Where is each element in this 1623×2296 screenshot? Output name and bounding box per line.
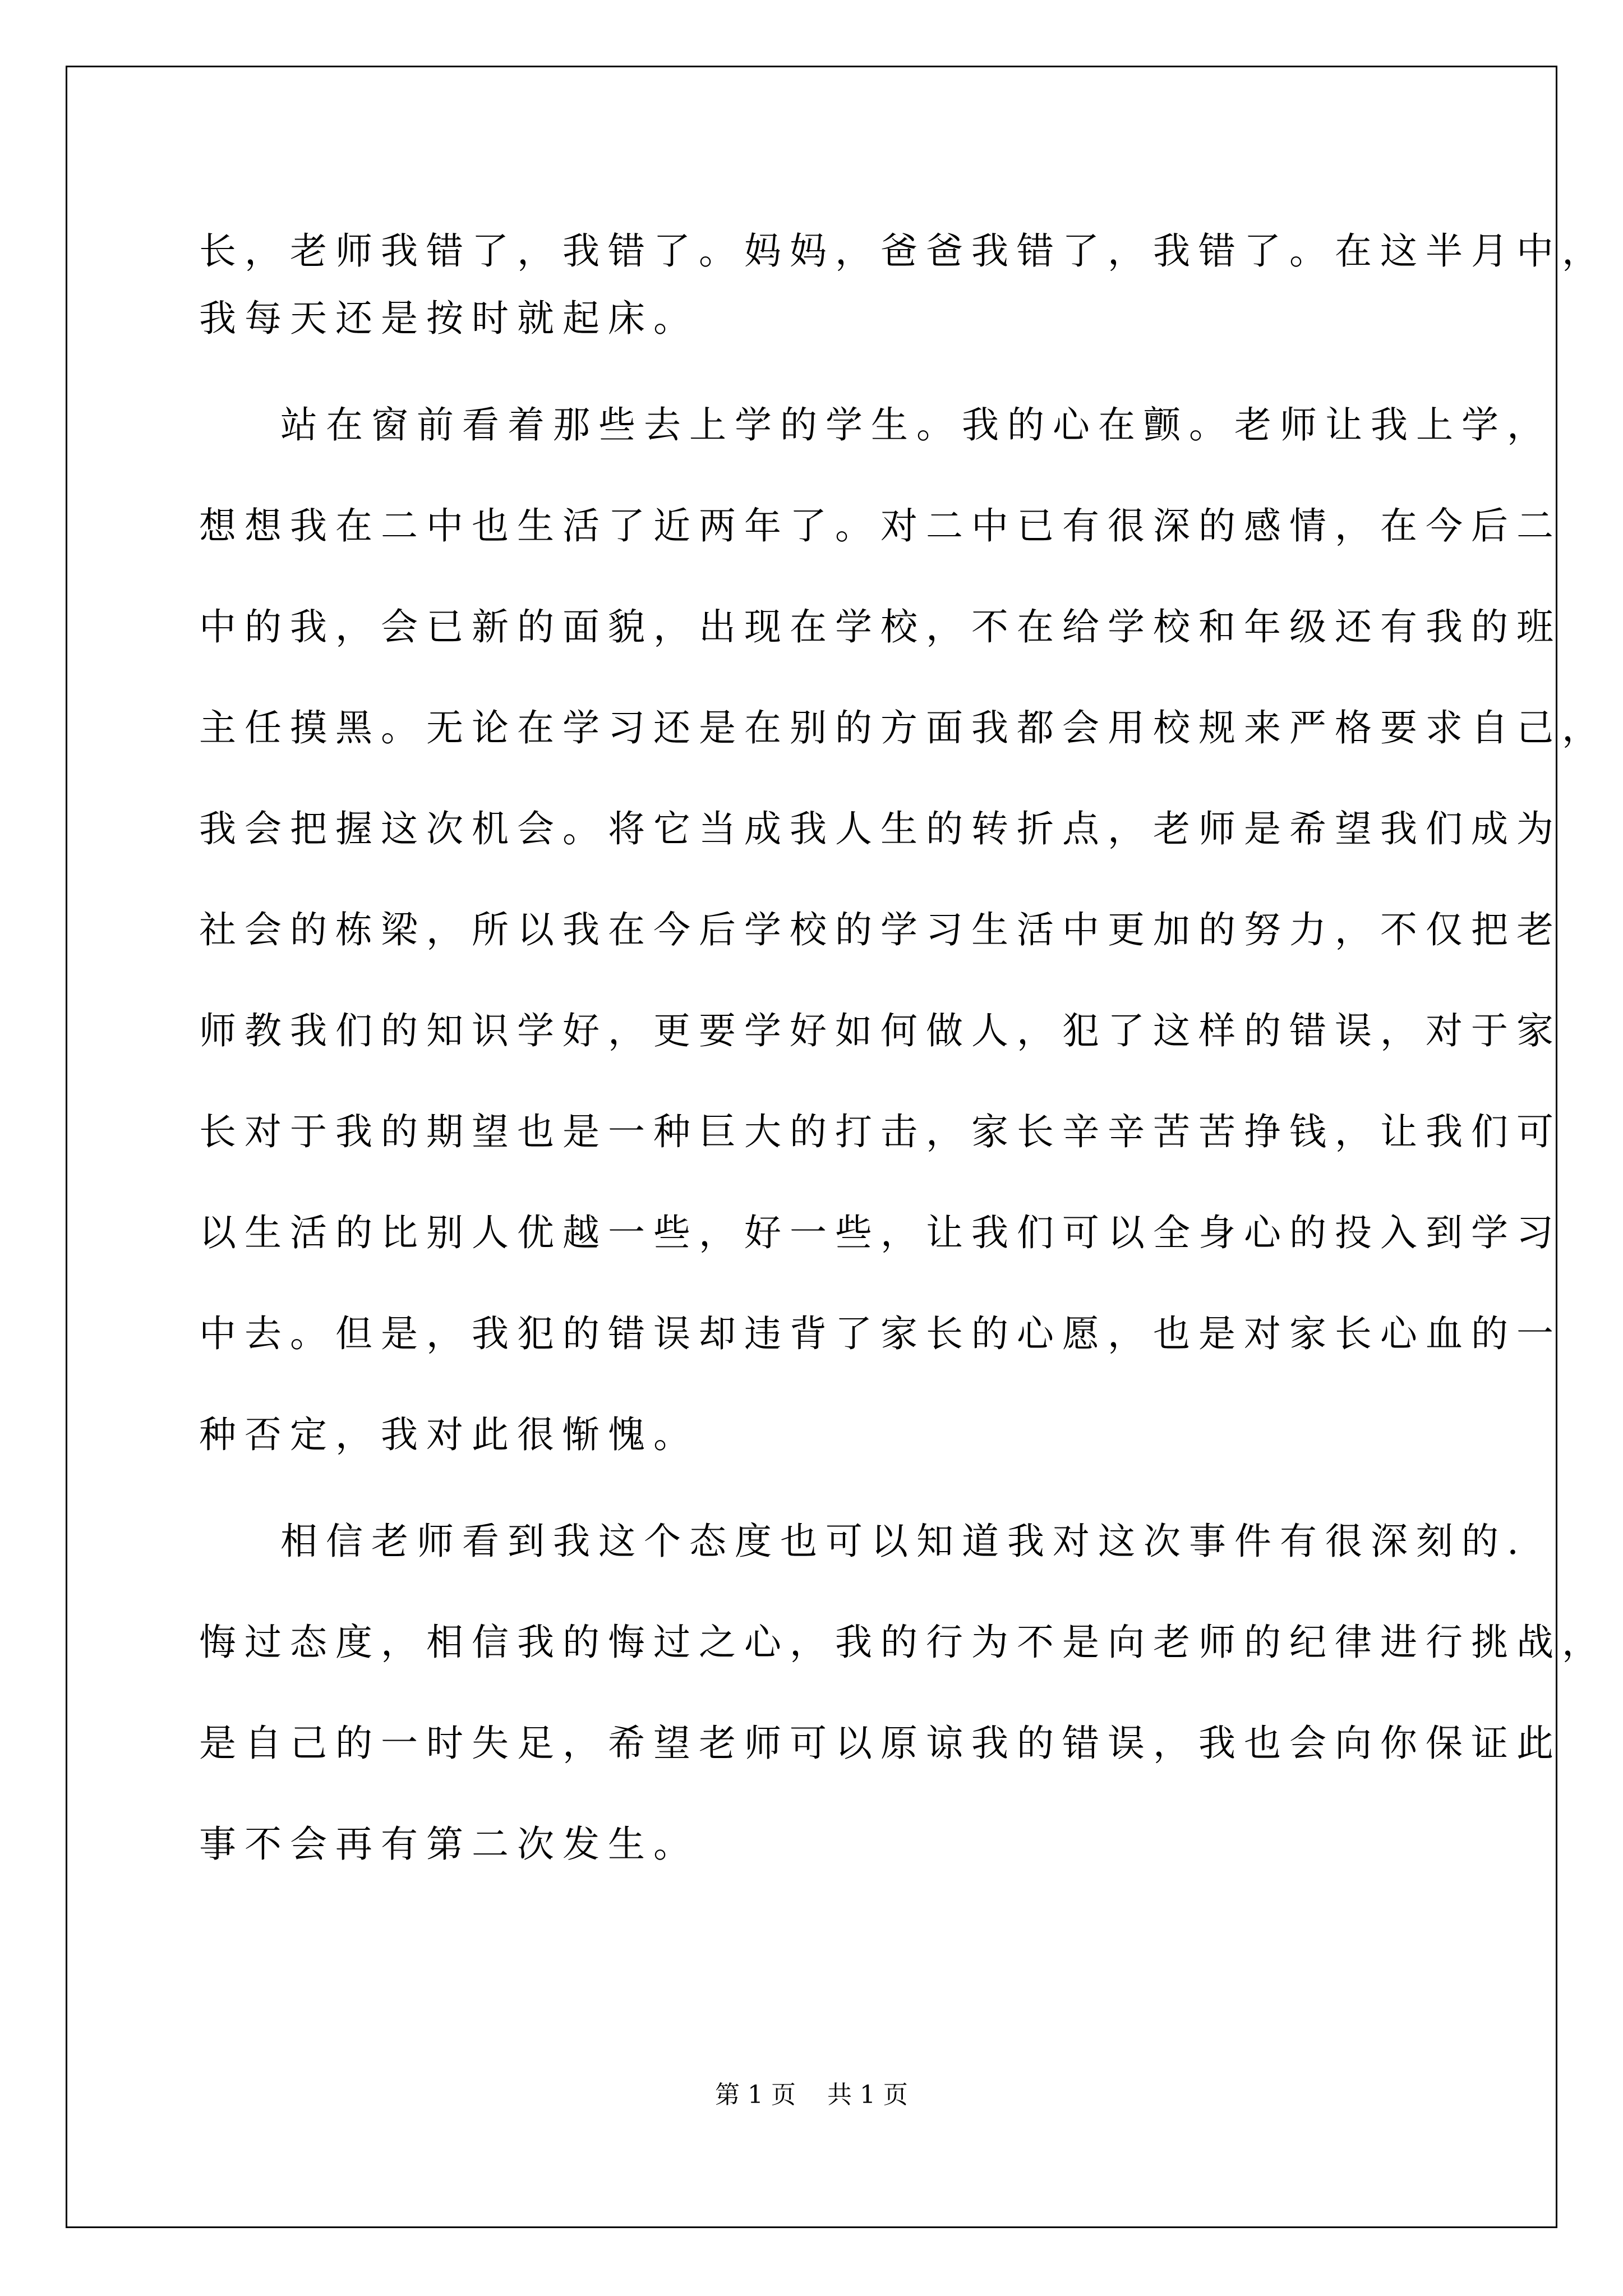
page-number-footer: 第 1 页 共 1 页 [715,2081,908,2109]
text-line: 站在窗前看着那些去上学的学生。我的心在颤。老师让我上学， [280,403,1552,447]
text-line: 悔过态度，相信我的悔过之心，我的行为不是向老师的纪律进行挑战， [199,1621,1607,1664]
text-line: 我会把握这次机会。将它当成我人生的转折点，老师是希望我们成为 [199,807,1562,850]
text-line: 我每天还是按时就起床。 [199,297,699,340]
text-line: 中去。但是，我犯的错误却违背了家长的心愿，也是对家长心血的一 [199,1312,1562,1355]
text-line: 想想我在二中也生活了近两年了。对二中已有很深的感情，在今后二 [199,504,1562,547]
text-line: 长对于我的期望也是一种巨大的打击，家长辛辛苦苦挣钱，让我们可 [199,1110,1562,1153]
text-line: 主任摸黑。无论在学习还是在别的方面我都会用校规来严格要求自己， [199,706,1607,749]
text-line: 是自己的一时失足，希望老师可以原谅我的错误，我也会向你保证此 [199,1722,1562,1765]
text-line: 长，老师我错了，我错了。妈妈，爸爸我错了，我错了。在这半月中， [199,229,1607,273]
text-line: 中的我，会已新的面貌，出现在学校，不在给学校和年级还有我的班 [199,605,1562,648]
text-line: 事不会再有第二次发生。 [199,1823,699,1866]
text-line: 师教我们的知识学好，更要学好如何做人，犯了这样的错误，对于家 [199,1009,1562,1052]
text-line: 社会的栋梁，所以我在今后学校的学习生活中更加的努力，不仅把老 [199,908,1562,951]
text-line: 相信老师看到我这个态度也可以知道我对这次事件有很深刻的. [280,1520,1527,1563]
text-line: 种否定，我对此很惭愧。 [199,1413,699,1456]
text-line: 以生活的比别人优越一些，好一些，让我们可以全身心的投入到学习 [199,1211,1562,1254]
